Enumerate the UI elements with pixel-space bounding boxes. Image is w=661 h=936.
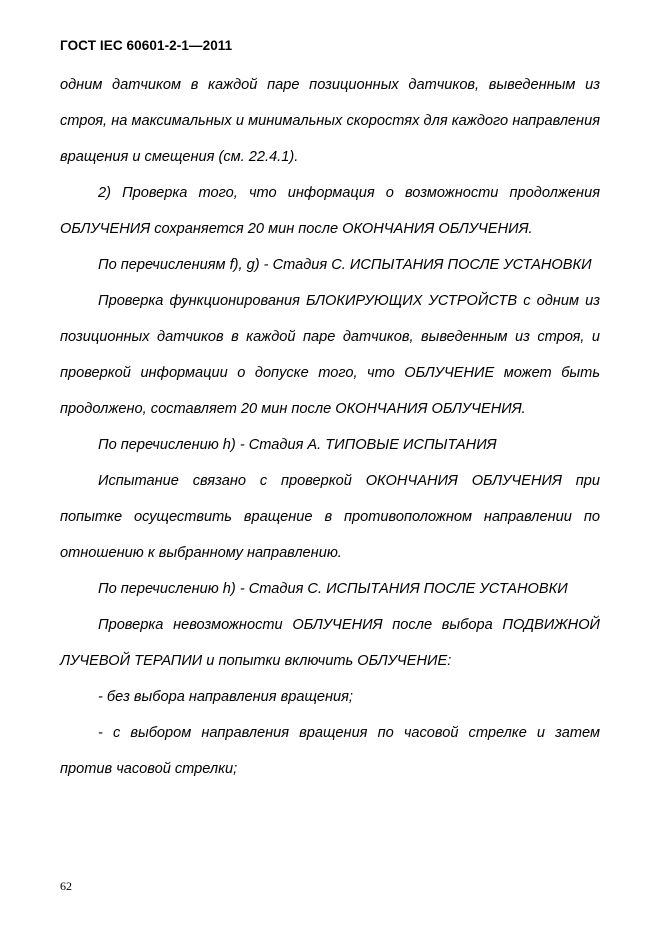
standard-header: ГОСТ IEC 60601-2-1—2011 (60, 38, 233, 53)
paragraph-reverse-rotation-test: Испытание связано с проверкой ОКОНЧАНИЯ ОБЛУЧЕНИЯ при попытке осуществить вращение в противоположном направлении по отношению к выбранному направлению. (60, 473, 600, 561)
paragraph-check-info-20min: 2) Проверка того, что информация о возможности продолжения ОБЛУЧЕНИЯ сохраняется 20 мин после ОКОНЧАНИЯ ОБЛУЧЕНИЯ. (60, 185, 600, 237)
list-item-no-direction: - без выбора направления вращения; (98, 689, 353, 705)
list-item-clockwise-counter: - с выбором направления вращения по часовой стрелке и затем против часовой стрелки; (60, 725, 600, 777)
body-text (60, 67, 600, 787)
page-number: 62 (60, 879, 72, 893)
paragraph-continuation: одним датчиком в каждой паре позиционных датчиков, выведенным из строя, на максимальных и минимальных скоростях для каждого направления вращения и смещения (см. 22.4.1). (60, 77, 600, 165)
paragraph-moving-therapy-check: Проверка невозможности ОБЛУЧЕНИЯ после выбора ПОДВИЖНОЙ ЛУЧЕВОЙ ТЕРАПИИ и попытки включить ОБЛУЧЕНИЕ: (60, 617, 600, 669)
paragraph-stage-c-h: По перечислению h) - Стадия С. ИСПЫТАНИЯ ПОСЛЕ УСТАНОВКИ (98, 581, 568, 597)
paragraph-interlock-check: Проверка функционирования БЛОКИРУЮЩИХ УСТРОЙСТВ с одним из позиционных датчиков в каждой паре датчиков, выведенным из строя, и проверкой информации о допуске того, что ОБЛУЧЕНИЕ может быть продолжено, составляет 20 мин после ОКОНЧАНИЯ ОБЛУЧЕНИЯ. (60, 293, 600, 417)
paragraph-stage-c-fg: По перечислениям f), g) - Стадия С. ИСПЫТАНИЯ ПОСЛЕ УСТАНОВКИ (98, 257, 592, 273)
paragraph-stage-a-h: По перечислению h) - Стадия А. ТИПОВЫЕ ИСПЫТАНИЯ (98, 437, 497, 453)
